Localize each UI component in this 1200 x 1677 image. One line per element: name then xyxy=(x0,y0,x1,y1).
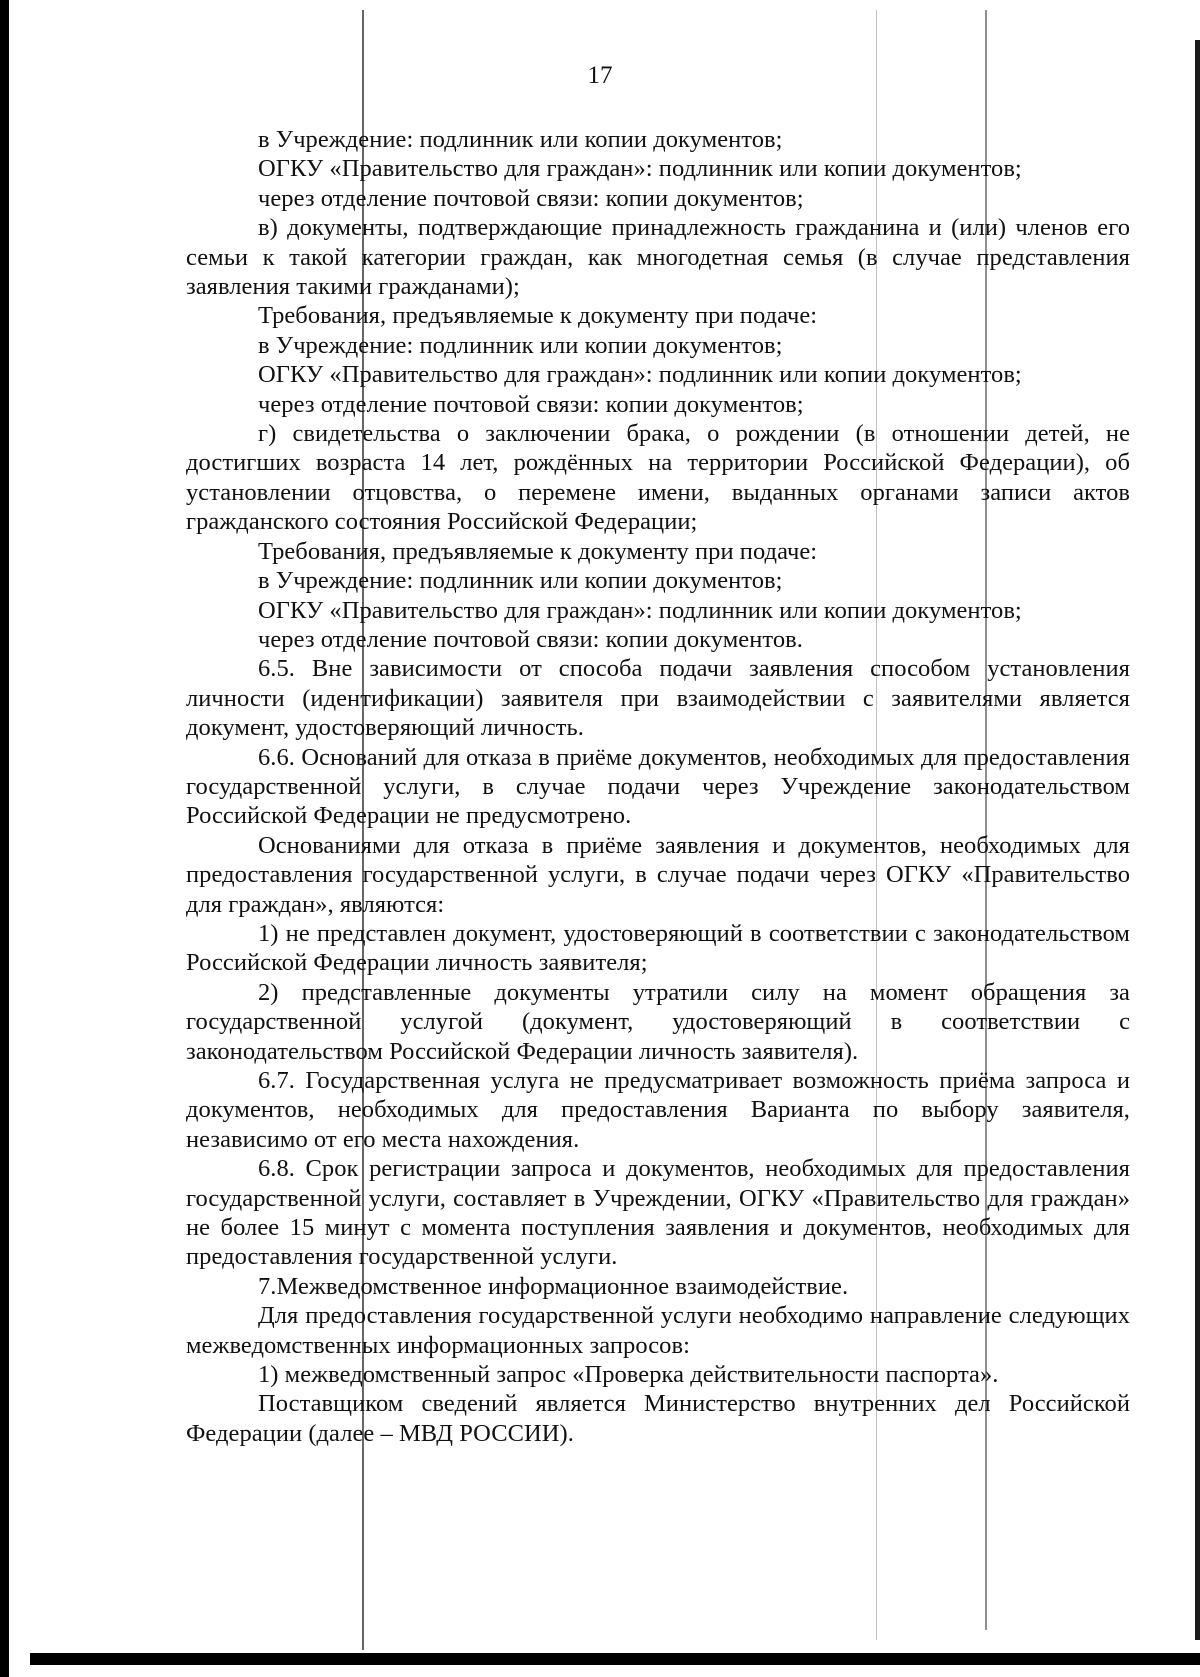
paragraph: в Учреждение: подлинник или копии документов; xyxy=(258,126,783,153)
paragraph: 6.7. Государственная услуга не предусматривает возможность приёма запроса и документов, необходимых для предоставления Варианта по выбору заявителя, независимо от его места нахождения. xyxy=(186,1067,1130,1153)
paragraph: ОГКУ «Правительство для граждан»: подлинник или копии документов; xyxy=(258,361,1022,389)
paragraph: Поставщиком сведений является Министерство внутренних дел Российской Федерации (далее – МВД РОССИИ). xyxy=(186,1390,1130,1447)
paragraph: Требования, предъявляемые к документу при подаче: xyxy=(258,302,818,330)
paragraph: через отделение почтовой связи: копии документов; xyxy=(258,390,804,418)
document-body xyxy=(186,125,1130,1448)
paragraph: в) документы, подтверждающие принадлежность гражданина и (или) членов его семьи к такой категории граждан, как многодетная семья (в случае представления заявления такими гражданами); xyxy=(186,214,1130,301)
paragraph: Требования, предъявляемые к документу при подаче: xyxy=(258,537,818,565)
paragraph: через отделение почтовой связи: копии документов; xyxy=(258,184,804,212)
paragraph: ОГКУ «Правительство для граждан»: подлинник или копии документов; xyxy=(258,155,1022,183)
paragraph: в Учреждение: подлинник или копии документов; xyxy=(258,567,783,595)
paragraph: 6.8. Срок регистрации запроса и документов, необходимых для предоставления государственной услуги, составляет в Учреждении, ОГКУ «Правительство для граждан» не более 15 минут с момента поступления заявления и документов, необходимых для предоставления государственной услуги. xyxy=(186,1155,1130,1271)
scan-border-right xyxy=(1195,40,1200,1640)
paragraph: в Учреждение: подлинник или копии документов; xyxy=(258,331,783,359)
scan-border-left xyxy=(0,0,9,1677)
paragraph: ОГКУ «Правительство для граждан»: подлинник или копии документов; xyxy=(258,596,1022,624)
paragraph: Для предоставления государственной услуги необходимо направление следующих межведомственных информационных запросов: xyxy=(186,1302,1130,1359)
page-number: 17 xyxy=(587,62,613,89)
paragraph: г) свидетельства о заключении брака, о рождении (в отношении детей, не достигших возраста 14 лет, рождённых на территории Российской Федерации), об установлении отцовства, о перемене имени, выданных органами записи актов гражданского состояния Российской Федерации; xyxy=(186,420,1130,536)
paragraph: 6.5. Вне зависимости от способа подачи заявления способом установления личности (идентификации) заявителя при взаимодействии с заявителями является документ, удостоверяющий личность. xyxy=(186,655,1130,742)
paragraph: через отделение почтовой связи: копии документов. xyxy=(258,625,803,653)
paragraph: 6.6. Оснований для отказа в приёме документов, необходимых для предоставления государственной услуги, в случае подачи через Учреждение законодательством Российской Федерации не предусмотрено. xyxy=(186,743,1130,830)
paragraph: 2) представленные документы утратили силу на момент обращения за государственной услугой (документ, удостоверяющий в соответствии с законодательством Российской Федерации личность заявителя). xyxy=(186,978,1130,1065)
paragraph: Основаниями для отказа в приёме заявления и документов, необходимых для предоставления государственной услуги, в случае подачи через ОГКУ «Правительство для граждан», являются: xyxy=(186,831,1130,918)
paragraph: 7.Межведомственное информационное взаимодействие. xyxy=(258,1272,849,1300)
scan-border-bottom xyxy=(30,1653,1200,1665)
paragraph: 1) не представлен документ, удостоверяющий в соответствии с законодательством Российской Федерации личность заявителя; xyxy=(186,919,1130,977)
paragraph: 1) межведомственный запрос «Проверка действительности паспорта». xyxy=(258,1361,999,1389)
